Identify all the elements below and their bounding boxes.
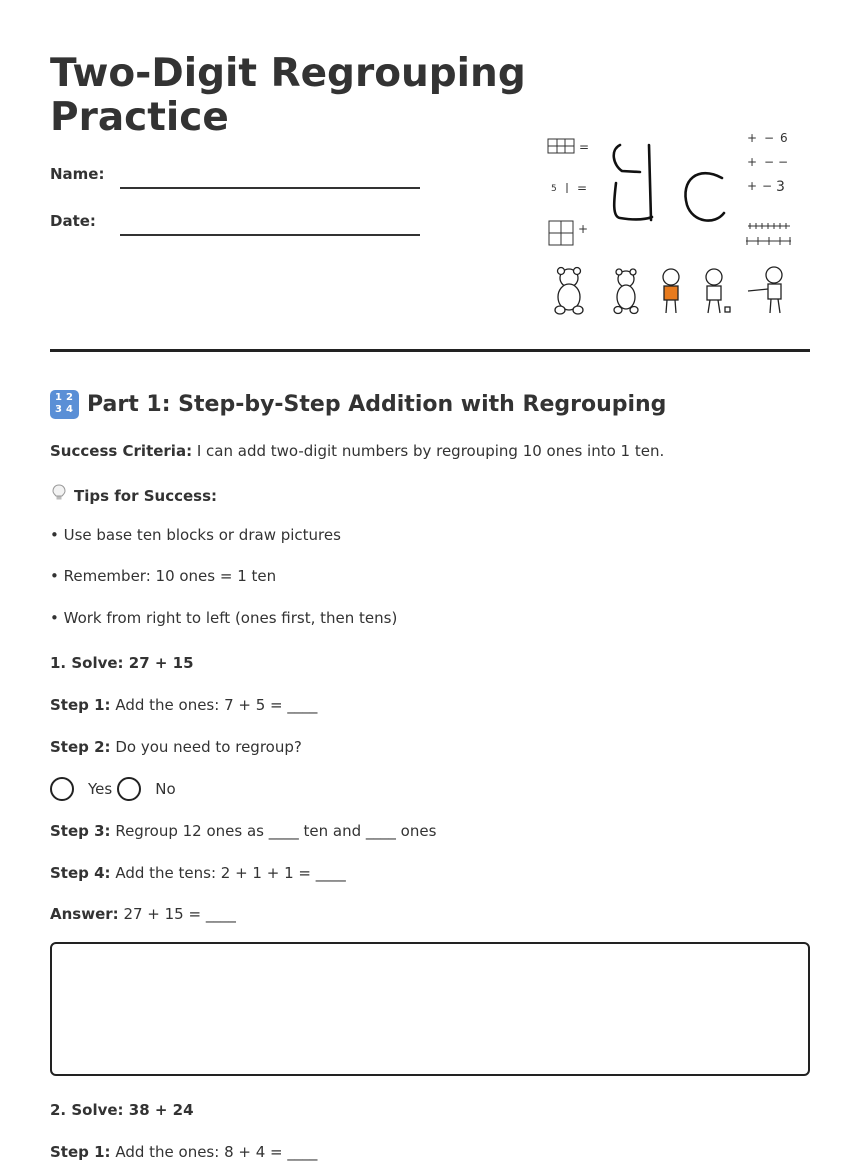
success-criteria <box>50 441 664 461</box>
mark-equals-2: = <box>577 181 588 195</box>
radio-no-label[interactable]: No <box>155 780 176 798</box>
numbers-icon: 1 2 3 4 <box>50 390 79 419</box>
mark-plus-2: + <box>747 131 758 145</box>
mark-equals-1: = <box>579 140 590 154</box>
page-title <box>50 52 530 140</box>
mark-minus-2: − <box>764 155 775 169</box>
lightbulb-icon <box>50 483 68 506</box>
mark-plus-3: + <box>747 155 758 169</box>
tip-item: • Remember: 10 ones = 1 ten <box>50 567 277 585</box>
name-field[interactable] <box>50 165 420 189</box>
success-criteria-label: Success Criteria: <box>50 442 193 460</box>
mark-plus-4: + <box>747 179 758 193</box>
answer-text: 27 + 15 = ____ <box>123 905 236 923</box>
mark-plus-1: + <box>578 222 589 236</box>
problem1-step1 <box>50 695 317 715</box>
step4-label: Step 4: <box>50 864 111 882</box>
radio-no[interactable] <box>117 777 141 801</box>
step2-label: Step 2: <box>50 738 111 756</box>
mark-six: 6 <box>780 131 788 145</box>
header-divider <box>50 349 810 352</box>
step1-text: Add the ones: 7 + 5 = ____ <box>115 696 318 714</box>
answer-label: Answer: <box>50 905 119 923</box>
problem2-heading: 2. Solve: 38 + 24 <box>50 1101 194 1119</box>
problem1-step4 <box>50 863 346 883</box>
problem1-answer <box>50 904 236 924</box>
radio-yes[interactable] <box>50 777 74 801</box>
tips-heading <box>50 483 217 506</box>
step3-text: Regroup 12 ones as ____ ten and ____ ones <box>115 822 437 840</box>
page-title-line2: Practice <box>50 95 229 140</box>
step3-label: Step 3: <box>50 822 111 840</box>
step1-text: Add the ones: 8 + 4 = ____ <box>115 1143 318 1161</box>
tip-item: • Work from right to left (ones first, then tens) <box>50 609 398 627</box>
mark-minus-3: − <box>778 155 789 169</box>
success-criteria-text: I can add two-digit numbers by regrouping 10 ones into 1 ten. <box>196 442 665 460</box>
work-space-box[interactable] <box>50 942 810 1076</box>
mark-minus-4: − <box>762 179 773 193</box>
problem1-step3 <box>50 821 436 841</box>
name-line[interactable] <box>120 187 420 189</box>
step1-label: Step 1: <box>50 1143 111 1161</box>
date-field[interactable] <box>50 212 420 236</box>
mark-five: 5 <box>551 184 557 194</box>
page-title-line1: Two-Digit Regrouping <box>50 51 526 96</box>
problem1-heading: 1. Solve: 27 + 15 <box>50 654 194 672</box>
mark-three: 3 <box>776 179 785 195</box>
date-line[interactable] <box>120 234 420 236</box>
mark-minus-1: − <box>764 131 775 145</box>
problem2-step1 <box>50 1142 317 1161</box>
step1-label: Step 1: <box>50 696 111 714</box>
date-label: Date: <box>50 212 96 230</box>
tip-item: • Use base ten blocks or draw pictures <box>50 526 341 544</box>
regroup-choice <box>50 776 181 802</box>
tips-label: Tips for Success: <box>74 487 218 505</box>
problem1-step2 <box>50 737 302 757</box>
name-label: Name: <box>50 165 105 183</box>
math-illustration <box>540 125 800 325</box>
step4-text: Add the tens: 2 + 1 + 1 = ____ <box>115 864 346 882</box>
radio-yes-label[interactable]: Yes <box>88 780 113 798</box>
step2-text: Do you need to regroup? <box>115 738 302 756</box>
part1-heading <box>50 388 666 420</box>
part1-title: Part 1: Step-by-Step Addition with Regrouping <box>87 391 667 417</box>
